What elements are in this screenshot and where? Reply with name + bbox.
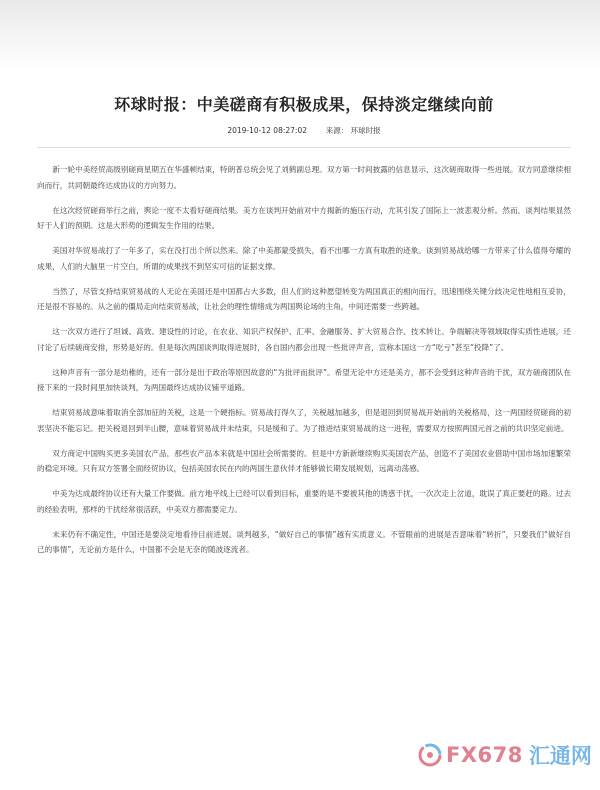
watermark-cn: 汇通网 bbox=[528, 744, 592, 768]
fx678-logo-icon bbox=[418, 743, 442, 767]
article-source[interactable]: 环球时报 bbox=[350, 126, 381, 135]
article bbox=[37, 94, 571, 558]
title-divider bbox=[37, 147, 571, 148]
paragraph: 美国对华贸易战打了一年多了，实在没打出个所以然来。除了中美都蒙受损失，看不出哪一方真有取胜的迹象。谈到贸易战给哪一方带来了什么值得夸耀的成果，人们的大脑里一片空白，所谓的成果找不到坚实可信的证据支撑。 bbox=[37, 246, 571, 271]
top-shadow bbox=[0, 0, 600, 70]
paragraph: 这一次双方进行了坦诚、高效、建设性的讨论，在农业、知识产权保护、汇率、金融服务、扩大贸易合作、技术转让、争端解决等领域取得实质性进展，还讨论了后续磋商安排，形势是好的。但是每次两国谈判取得进展时，各自国内都会出现一些批评声音，宣称本国这一方“吃亏”甚至“投降”了。 bbox=[37, 327, 571, 352]
paragraph: 未来仍有不确定性，中国还是要淡定地看待目前进展。谈判越多，“做好自己的事情”越有实质意义。不管眼前的进展是否意味着“转折”，只要我们“做好自己的事情”，无论前方是什么，中国都不会是无奈的随波逐流者。 bbox=[37, 529, 571, 554]
paragraph: 在这次经贸磋商举行之前，舆论一度不太看好磋商结果。美方在谈判开始前对中方揭新的施压行动，尤其引发了国际上一波悲观分析。然而，谈判结果显然好于人们的预期。这是大形势的逻辑发生作用的结果。 bbox=[37, 205, 571, 230]
fx678-watermark bbox=[418, 740, 592, 770]
watermark-brand: FX678 bbox=[446, 743, 523, 767]
paragraph: 结束贸易战意味着取消全部加征的关税，这是一个硬指标。贸易战打得久了，关税越加越多，但是退回到贸易战开始前的关税格局，这一两国经贸磋商的初衷坚决不能忘记。把关税退回到半山腰，意味着贸易战并未结束，只是缓和了。为了推进结束贸易战的这一进程，需要双方按照两国元首之前的共识坚定前进。 bbox=[37, 408, 571, 433]
article-meta bbox=[37, 125, 571, 137]
paragraph: 中美为达成最终协议还有大量工作要做。前方地平线上已经可以看到目标，重要的是不要被其他的诱惑干扰，一次次走上岔道，耽误了真正要赶的路。过去的经验表明，那样的干扰经常很活跃，中美双方都需要定力。 bbox=[37, 489, 571, 514]
article-datetime: 2019-10-12 08:27:02 bbox=[227, 126, 307, 135]
source-label: 来源： bbox=[325, 126, 349, 135]
paragraph: 当然了，尽管支持结束贸易战的人无论在美国还是中国都占大多数，但人们的这种愿望转变为两国真正的相向而行，迅速围绕关键分歧决定性地相互妥协，还是很不容易的。从之前的僵局走向结束贸易战，让社会的理性情绪成为两国舆论场的主角，中间还需要一些跨越。 bbox=[37, 286, 571, 311]
paragraph: 这种声音有一部分是幼稚的，还有一部分是出于政治等原因故意的“为批评而批评”。希望无论中方还是美方，都不会受到这种声音的干扰，双方磋商团队在接下来的一段时间里加快谈判，为两国最终达成协议铺平道路。 bbox=[37, 367, 571, 392]
paragraph: 新一轮中美经贸高级别磋商星期五在华盛顿结束，特朗普总统会见了刘鹤副总理。双方第一时间披露的信息显示，这次磋商取得一些进展。双方同意继续相向而行，共同朝最终达成协议的方向努力。 bbox=[37, 165, 571, 190]
article-body bbox=[37, 162, 571, 558]
article-title: 环球时报：中美磋商有积极成果，保持淡定继续向前 bbox=[114, 95, 494, 114]
paragraph: 双方商定中国购买更多美国农产品，那些农产品本来就是中国社会所需要的。但是中方新新继续购买美国农产品，创造不了美国农业借助中国市场加速繁荣的稳定环境。只有双方签署全面经贸协议，包括美国农民在内的两国生意伙伴才能够做长期发展规划，远离动荡感。 bbox=[37, 448, 571, 473]
